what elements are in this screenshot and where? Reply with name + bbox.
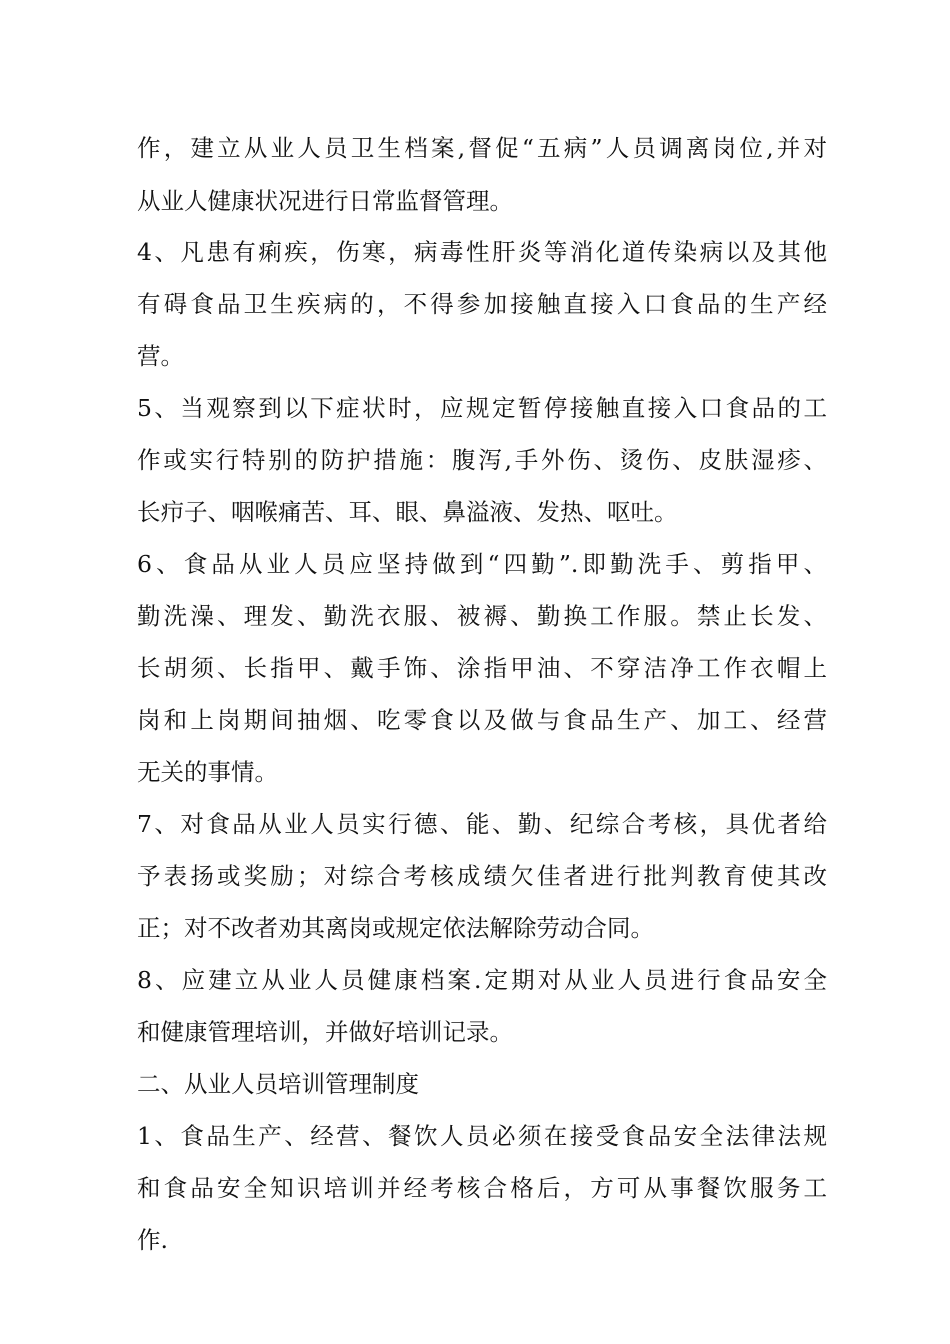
text-line: 作或实行特别的防护措施：腹泻,手外伤、烫伤、皮肤湿疹、 [137, 446, 827, 474]
text-line: 作. [137, 1226, 168, 1254]
text-line: 6、食品从业人员应坚持做到“四勤”.即勤洗手、剪指甲、 [137, 550, 827, 578]
text-line: 从业人健康状况进行日常监督管理。 [137, 187, 513, 215]
text-line: 和食品安全知识培训并经考核合格后，方可从事餐饮服务工 [137, 1174, 827, 1202]
text-line: 长胡须、长指甲、戴手饰、涂指甲油、不穿洁净工作衣帽上 [137, 654, 827, 682]
text-line: 勤洗澡、理发、勤洗衣服、被褥、勤换工作服。禁止长发、 [137, 602, 827, 630]
text-line: 1、食品生产、经营、餐饮人员必须在接受食品安全法律法规 [137, 1122, 827, 1150]
text-line: 营。 [137, 342, 184, 370]
section-heading: 二、从业人员培训管理制度 [137, 1070, 419, 1098]
text-line: 有碍食品卫生疾病的，不得参加接触直接入口食品的生产经 [137, 290, 827, 318]
text-line: 7、对食品从业人员实行德、能、勤、纪综合考核，具优者给 [137, 810, 827, 838]
text-line: 8、应建立从业人员健康档案.定期对从业人员进行食品安全 [137, 966, 827, 994]
text-line: 长疖子、咽喉痛苦、耳、眼、鼻溢液、发热、呕吐。 [137, 498, 678, 526]
text-line: 作，建立从业人员卫生档案,督促“五病”人员调离岗位,并对 [137, 134, 827, 162]
text-line: 和健康管理培训，并做好培训记录。 [137, 1018, 513, 1046]
text-line: 无关的事情。 [137, 758, 278, 786]
text-line: 予表扬或奖励；对综合考核成绩欠佳者进行批判教育使其改 [137, 862, 827, 890]
text-line: 4、凡患有痢疾，伤寒，病毒性肝炎等消化道传染病以及其他 [137, 238, 827, 266]
text-line: 岗和上岗期间抽烟、吃零食以及做与食品生产、加工、经营 [137, 706, 827, 734]
text-line: 5、当观察到以下症状时，应规定暂停接触直接入口食品的工 [137, 394, 827, 422]
text-line: 正；对不改者劝其离岗或规定依法解除劳动合同。 [137, 914, 654, 942]
